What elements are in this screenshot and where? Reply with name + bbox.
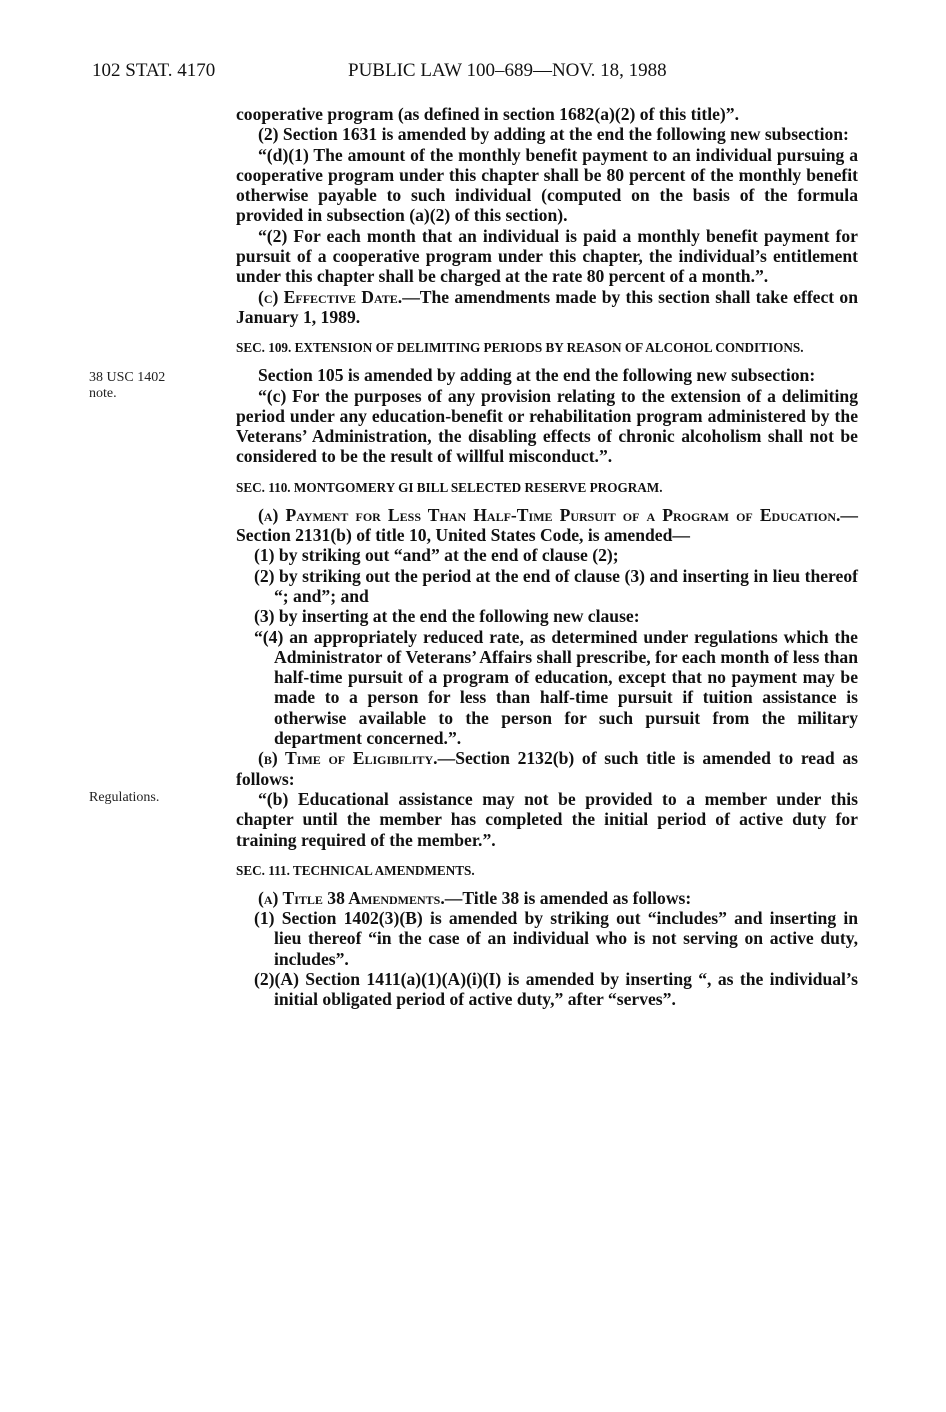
paragraph-subsection-d1: “(d)(1) The amount of the monthly benefit payment to an individual pursuing a cooperative program under this chapter shall be 80 percent of the monthly benefit otherwise payable to such individual (computed on the basis of the formula provided in subsection (a)(2) of this section). xyxy=(236,144,858,226)
payment-half-time-heading: (a) Payment for Less Than Half-Time Pursuit of a Program of Education. xyxy=(258,504,841,525)
effective-date-heading: (c) Effective Date. xyxy=(258,286,403,307)
paragraph-section-1631: (2) Section 1631 is amended by adding at the end the following new subsection: xyxy=(258,124,849,145)
section-109-heading: SEC. 109. EXTENSION OF DELIMITING PERIODS BY REASON OF ALCOHOL CONDITIONS. xyxy=(236,340,804,356)
clause-section-1411: (2)(A) Section 1411(a)(1)(A)(i)(I) is amended by inserting “, as the individual’s initial obligated period of active duty,” after “serves”. xyxy=(254,968,858,1010)
margin-note-usc-line2: note. xyxy=(89,386,117,401)
clause-2: (2) by striking out the period at the end of clause (3) and inserting in lieu thereof “; and”; and xyxy=(254,565,858,606)
margin-note-usc xyxy=(89,370,165,402)
paragraph-subsection-c: “(c) For the purposes of any provision relating to the extension of a delimiting period under any education-benefit or rehabilitation program administered by the Veterans’ Administration, the disabling effects of chronic alcoholism shall not be considered to be the result of willful misconduct.”. xyxy=(236,385,858,467)
clause-1: (1) by striking out “and” at the end of clause (2); xyxy=(254,545,619,566)
clause-section-1402: (1) Section 1402(3)(B) is amended by striking out “includes” and inserting in lieu thereof “in the case of an individual who is not serving on active duty, includes”. xyxy=(254,908,858,969)
time-of-eligibility-heading: (b) Time of Eligibility. xyxy=(258,748,438,769)
paragraph-payment-half-time xyxy=(236,505,858,546)
time-of-eligibility-text: —Section 2132(b) of such title is amended to read as follows: xyxy=(236,748,858,789)
section-111-heading: SEC. 111. TECHNICAL AMENDMENTS. xyxy=(236,862,475,878)
effective-date-text: —The amendments made by this section shall take effect on January 1, 1989. xyxy=(236,286,858,327)
stat-page-number: 102 STAT. 4170 xyxy=(92,60,216,81)
section-110-heading: SEC. 110. MONTGOMERY GI BILL SELECTED RESERVE PROGRAM. xyxy=(236,479,663,495)
clause-4: “(4) an appropriately reduced rate, as determined under regulations which the Administrator of Veterans’ Affairs shall prescribe, for each month of less than half-time pursuit of a program of education, except that no payment may be made to a person for less than half-time pursuit if tuition assistance is otherwise available to the person for such pursuit from the military department concerned.”. xyxy=(254,626,858,749)
public-law-title: PUBLIC LAW 100–689—NOV. 18, 1988 xyxy=(348,60,667,81)
paragraph-title-38-amendments xyxy=(236,888,858,908)
document-body xyxy=(236,104,858,1010)
paragraph-section-105: Section 105 is amended by adding at the end the following new subsection: xyxy=(258,365,816,386)
title-38-amendments-heading: (a) Title 38 Amendments. xyxy=(258,887,445,908)
paragraph-effective-date xyxy=(236,287,858,328)
title-38-amendments-text: —Title 38 is amended as follows: xyxy=(444,887,692,908)
paragraph-educational-assistance: “(b) Educational assistance may not be provided to a member under this chapter until the member has completed the initial period of active duty for training required of the member.”. xyxy=(236,788,858,850)
margin-note-usc-line1: 38 USC 1402 xyxy=(89,370,166,385)
paragraph-subsection-d2: “(2) For each month that an individual is paid a monthly benefit payment for pursuit of a cooperative program under this chapter, the individual’s entitlement under this chapter shall be charged at the rate 80 percent of a month.”. xyxy=(236,225,858,287)
clause-3: (3) by inserting at the end the following new clause: xyxy=(254,606,640,627)
paragraph-continuation: cooperative program (as defined in section 1682(a)(2) of this title)”. xyxy=(236,104,739,124)
page-header xyxy=(92,60,872,86)
paragraph-time-of-eligibility xyxy=(236,748,858,789)
margin-note-regulations: Regulations. xyxy=(89,790,160,805)
payment-half-time-text: —Section 2131(b) of title 10, United States Code, is amended— xyxy=(236,504,858,546)
